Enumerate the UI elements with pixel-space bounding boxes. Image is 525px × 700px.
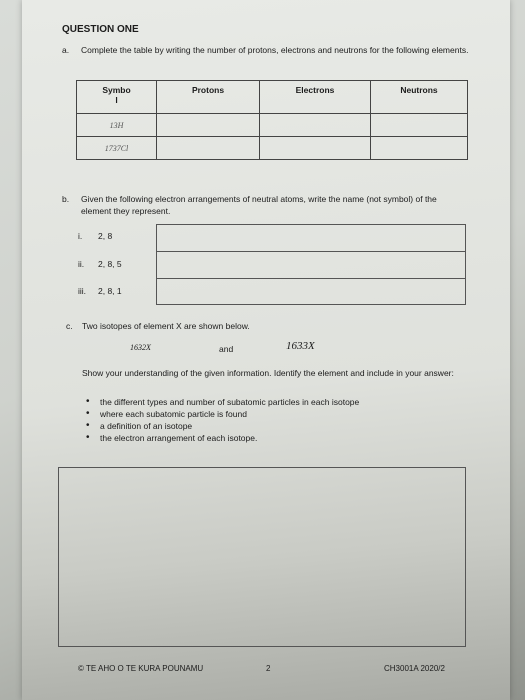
answer-box-i[interactable]	[156, 224, 466, 252]
part-c-prompt: Show your understanding of the given information. Identify the element and include in your answer:	[82, 368, 454, 378]
col-header-protons: Protons	[157, 81, 260, 114]
item-number: ii.	[78, 259, 85, 269]
part-b-label: b.	[62, 194, 70, 204]
table-header-row	[77, 81, 468, 114]
col-header-symbol: Symbo l	[77, 81, 157, 114]
requirements-list	[82, 396, 462, 444]
answer-box-c[interactable]	[58, 467, 466, 647]
symbol-cell: 1737Cl	[77, 137, 157, 160]
particles-table	[76, 80, 468, 160]
part-a-label: a.	[62, 45, 70, 55]
answer-cell[interactable]	[371, 114, 468, 137]
answer-cell[interactable]	[371, 137, 468, 160]
answer-box-ii[interactable]	[156, 251, 466, 279]
isotope-2: 1633X	[286, 340, 315, 352]
footer-copyright: © TE AHO O TE KURA POUNAMU	[78, 664, 204, 673]
answer-cell[interactable]	[157, 114, 260, 137]
part-c-label: c.	[66, 321, 73, 331]
list-item: • the electron arrangement of each isotope.	[82, 432, 462, 444]
answer-cell[interactable]	[260, 137, 371, 160]
question-title: QUESTION ONE	[62, 24, 139, 35]
isotope-1: 1632X	[130, 343, 151, 352]
part-b-instruction: Given the following electron arrangements of neutral atoms, write the name (not symbol) of the element they represent.	[81, 194, 437, 216]
list-item: • a definition of an isotope	[82, 420, 462, 432]
item-number: iii.	[78, 286, 87, 296]
col-header-electrons: Electrons	[260, 81, 371, 114]
part-c-instruction: Two isotopes of element X are shown below.	[82, 321, 250, 331]
answer-cell[interactable]	[260, 114, 371, 137]
electron-config: 2, 8, 5	[98, 259, 122, 269]
answer-box-iii[interactable]	[156, 278, 466, 305]
page-number: 2	[266, 664, 271, 673]
electron-config: 2, 8, 1	[98, 286, 122, 296]
answer-cell[interactable]	[157, 137, 260, 160]
list-item: • the different types and number of subatomic particles in each isotope	[82, 396, 462, 408]
table-row	[77, 137, 468, 160]
list-item: • where each subatomic particle is found	[82, 408, 462, 420]
col-header-neutrons: Neutrons	[371, 81, 468, 114]
symbol-cell: 13H	[77, 114, 157, 137]
part-a-instruction: Complete the table by writing the number of protons, electrons and neutrons for the following elements.	[81, 45, 469, 55]
item-number: i.	[78, 231, 83, 241]
footer-code: CH3001A 2020/2	[384, 664, 445, 673]
table-row	[77, 114, 468, 137]
and-text: and	[219, 344, 234, 354]
electron-config: 2, 8	[98, 231, 113, 241]
